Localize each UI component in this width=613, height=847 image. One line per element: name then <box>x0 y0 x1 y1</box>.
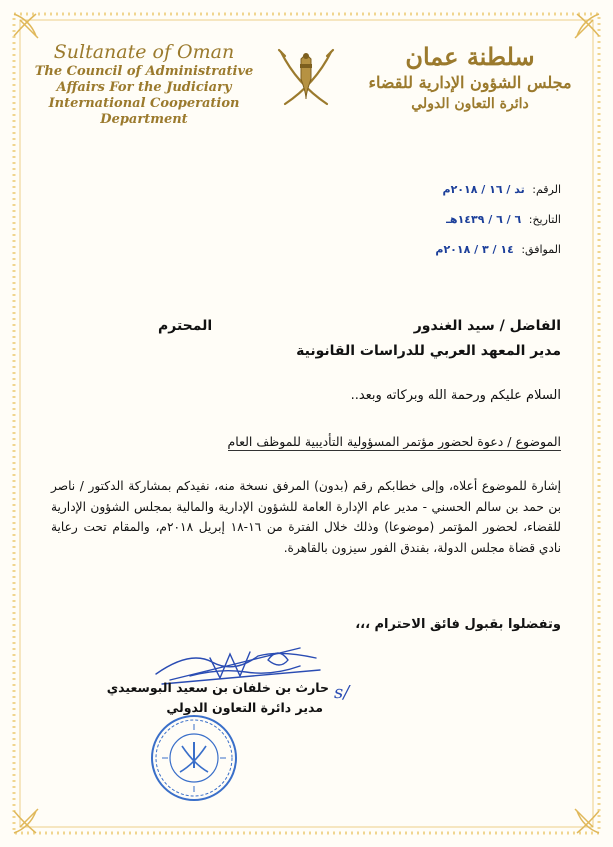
letterhead-arabic <box>355 42 585 114</box>
letterhead-ar-line3: دائرة التعاون الدولي <box>411 96 529 112</box>
subject-line: الموضوع / دعوة لحضور مؤتمر المسؤولية التأديبية للموظف العام <box>227 434 561 449</box>
ref-number <box>443 183 561 196</box>
greeting: السلام عليكم ورحمة الله وبركاته وبعد.. <box>350 388 561 403</box>
letterhead-en-title: Sultanate of Oman <box>53 41 235 63</box>
addressee-position: مدير المعهد العربي للدراسات القانونية <box>296 343 561 359</box>
oman-emblem-icon <box>275 44 337 110</box>
letterhead-ar-line1: سلطنة عمان <box>405 42 535 71</box>
ref-number-value: تد / ١٦ / ٢٠١٨م <box>442 183 525 196</box>
letter-body: إشارة للموضوع أعلاه، وإلى خطابكم رقم (بدون) المرفق نسخة منه، نفيدكم بمشاركة الدكتور / ناصر بن حمد بن سالم الحسني - مدير عام الإدارة العامة للشؤون الإدارية والمالية بمجلس الشؤون الإدارية للقضاء، لحضور المؤتمر (موضوعا) وذلك خلال الفترة من ١٦-١٨ إبريل ٢٠١٨م، والمقام تحت رعاية نادي قضاة مجلس الدولة، بفندق الفور سيزون بالقاهرة. <box>51 479 561 555</box>
official-stamp <box>148 712 240 804</box>
letterhead-ar-line2: مجلس الشؤون الإدارية للقضاء <box>368 73 572 92</box>
ref-corresponding <box>435 243 561 256</box>
ref-number-label: الرقم: <box>532 183 561 196</box>
signatory-title: مدير دائرة التعاون الدولي <box>166 700 323 715</box>
ref-date-label: التاريخ: <box>528 213 561 226</box>
letterhead-en-line4: Department <box>100 112 188 127</box>
addressee-salutation: الفاضل / سيد الغندور <box>413 318 561 334</box>
letterhead-en-line3: International Cooperation <box>48 96 240 111</box>
closing-line: وتفضلوا بقبول فائق الاحترام ،،، <box>355 617 561 632</box>
ref-corresponding-value: ١٤ / ٣ / ٢٠١٨م <box>435 243 514 256</box>
handwritten-initial: s/ <box>334 682 350 703</box>
ref-corresponding-label: الموافق: <box>521 243 561 256</box>
letterhead-english <box>28 40 260 128</box>
letterhead-en-line2: Affairs For the Judiciary <box>56 80 232 95</box>
signatory-name: حارث بن خلفان بن سعيد البوسعيدي <box>106 680 329 695</box>
ref-date <box>446 213 561 226</box>
ref-date-value: ٦ / ٦ / ١٤٣٩هـ <box>446 213 522 226</box>
addressee-honorific: المحترم <box>158 318 213 334</box>
letterhead-en-line1: The Council of Administrative <box>34 64 254 79</box>
